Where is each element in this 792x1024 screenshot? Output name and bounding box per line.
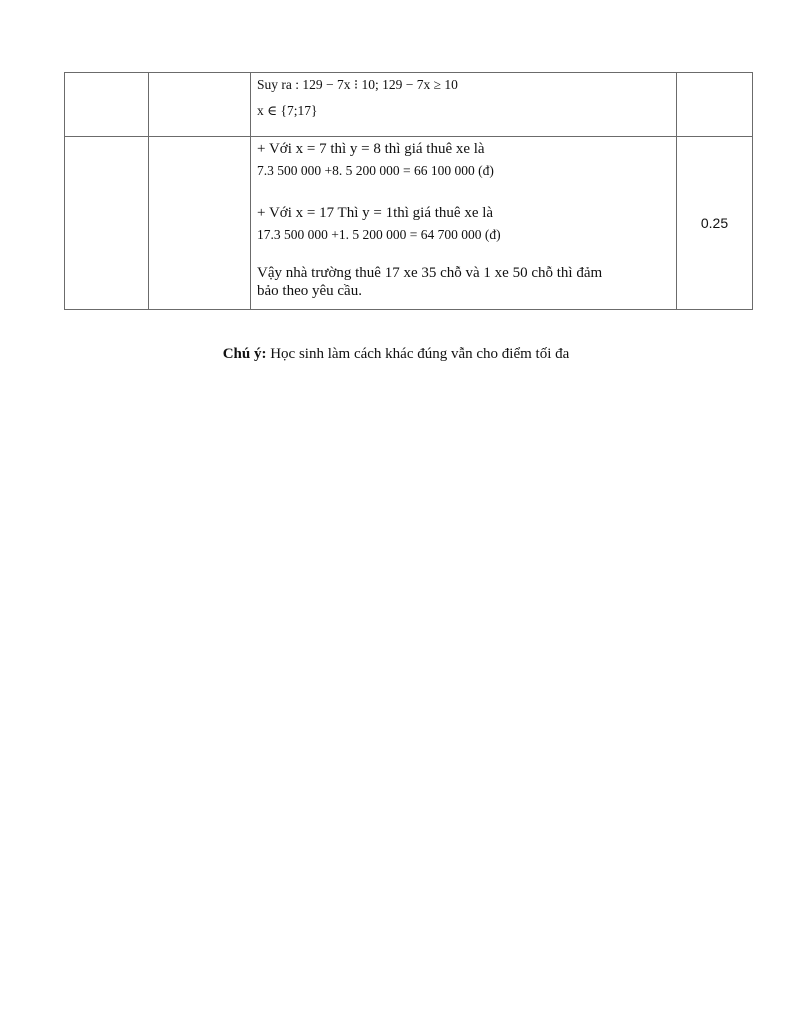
- note: [0, 344, 792, 364]
- note-label: Chú ý:: [222, 346, 267, 362]
- score-value: 0.25: [700, 215, 729, 231]
- case-2-intro: + Với x = 17 Thì y = 1thì giá thuê xe là: [257, 205, 494, 221]
- answer-table: [64, 72, 753, 310]
- score-cell: [677, 73, 753, 137]
- table-row: [65, 73, 753, 137]
- note-text: Học sinh làm cách khác đúng vẫn cho điểm tối đa: [266, 346, 570, 362]
- conclusion-line-2: bảo theo yêu cầu.: [257, 283, 362, 299]
- divisibility-condition: Suy ra : 129 − 7x ⁝ 10; 129 − 7x ≥ 10: [257, 77, 458, 92]
- part-cell: [149, 73, 251, 137]
- case-1-calculation: 7.3 500 000 +8. 5 200 000 = 66 100 000 (đ): [257, 163, 494, 178]
- case-2-calculation: 17.3 500 000 +1. 5 200 000 = 64 700 000 (đ): [257, 227, 501, 242]
- solution-cell: [251, 137, 677, 310]
- conclusion-line-1: Vậy nhà trường thuê 17 xe 35 chỗ và 1 xe 50 chỗ thì đảm: [257, 265, 603, 281]
- question-cell: [65, 137, 149, 310]
- x-solution-set: x ∈ {7;17}: [257, 103, 318, 118]
- score-cell: [677, 137, 753, 310]
- part-cell: [149, 137, 251, 310]
- question-cell: [65, 73, 149, 137]
- table-row: [65, 137, 753, 310]
- solution-cell: [251, 73, 677, 137]
- case-1-intro: + Với x = 7 thì y = 8 thì giá thuê xe là: [257, 141, 485, 157]
